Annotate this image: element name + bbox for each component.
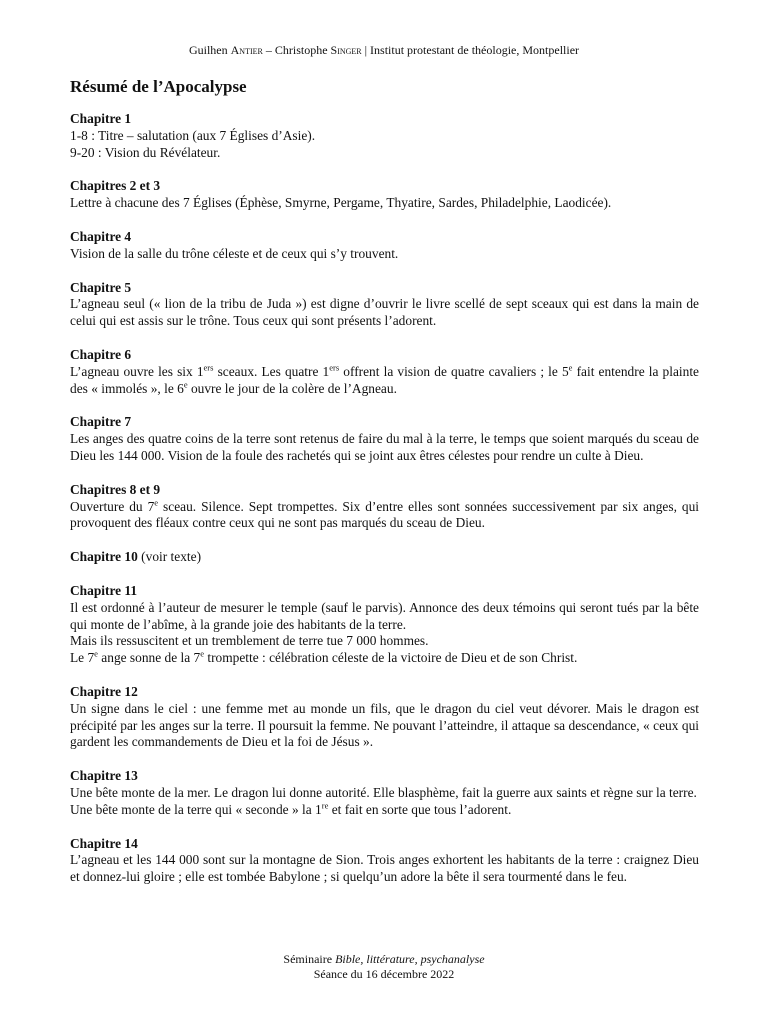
text-run: Ouverture du 7 bbox=[70, 498, 155, 514]
superscript: e bbox=[568, 362, 573, 373]
section-heading: Chapitres 8 et 9 bbox=[70, 481, 161, 497]
footer-seminar-title: Bible, littérature, psychanalyse bbox=[335, 952, 485, 966]
text-run: fait entendre la plainte des « immolés », le 6 bbox=[70, 363, 699, 396]
section-chapter-4 bbox=[70, 229, 699, 263]
section-text: Il est ordonné à l’auteur de mesurer le temple (sauf le parvis). Annonce des deux témoins qui seront tués par la bête qui monte de l’abîme, à la grande joie des habitants de la terre. bbox=[70, 599, 699, 632]
section-text: Lettre à chacune des 7 Églises (Éphèse, Smyrne, Pergame, Thyatire, Sardes, Philadelphie, Laodicée). bbox=[70, 195, 612, 211]
section-chapter-10 bbox=[70, 549, 699, 566]
section-chapter-13 bbox=[70, 768, 699, 818]
section-text: Mais ils ressuscitent et un tremblement de terre tue 7 000 hommes. bbox=[70, 633, 429, 649]
header-separator: – Christophe bbox=[262, 43, 331, 57]
section-chapter-11 bbox=[70, 583, 699, 667]
section-chapter-14 bbox=[70, 836, 699, 886]
header-affiliation: | Institut protestant de théologie, Montpellier bbox=[361, 43, 580, 57]
document-title: Résumé de l’Apocalypse bbox=[70, 77, 247, 96]
section-text bbox=[70, 802, 699, 819]
text-run: offrent la vision de quatre cavaliers ; le 5 bbox=[339, 363, 569, 379]
section-chapter-7 bbox=[70, 414, 699, 464]
section-heading: Chapitre 10 bbox=[70, 549, 138, 565]
section-heading: Chapitres 2 et 3 bbox=[70, 178, 161, 194]
section-heading: Chapitre 4 bbox=[70, 228, 132, 244]
footer-prefix: Séminaire bbox=[283, 952, 336, 966]
section-chapters-8-9 bbox=[70, 482, 699, 532]
section-heading-line bbox=[70, 549, 699, 566]
section-heading: Chapitre 14 bbox=[70, 835, 138, 851]
section-chapter-6 bbox=[70, 347, 699, 397]
superscript: ers bbox=[203, 362, 214, 373]
section-heading: Chapitre 6 bbox=[70, 346, 132, 362]
text-run: ouvre le jour de la colère de l’Agneau. bbox=[187, 380, 397, 396]
superscript: e bbox=[183, 379, 188, 390]
section-heading: Chapitre 13 bbox=[70, 768, 138, 784]
section-heading: Chapitre 12 bbox=[70, 683, 138, 699]
document-body bbox=[70, 111, 699, 903]
text-run: et fait en sorte que tous l’adorent. bbox=[328, 801, 512, 817]
author1-first: Guilhen bbox=[188, 43, 231, 57]
section-heading: Chapitre 7 bbox=[70, 414, 132, 430]
footer-seminar bbox=[0, 952, 768, 967]
section-chapter-5 bbox=[70, 280, 699, 330]
author2-last: Singer bbox=[330, 43, 362, 57]
text-run: Le 7 bbox=[70, 650, 95, 666]
author1-last: Antier bbox=[230, 43, 263, 57]
text-run: L’agneau ouvre les six 1 bbox=[70, 363, 204, 379]
text-run: sceaux. Les quatre 1 bbox=[213, 363, 330, 379]
section-text: Un signe dans le ciel : une femme met au monde un fils, que le dragon du ciel veut dévorer. Mais le dragon est précipité par les anges sur la terre. Il poursuit la femme. Ne pouvant l’atteindre, il attaque sa descendance, « ceux qui gardent les commandements de Dieu et la foi de Jésus ». bbox=[70, 700, 699, 750]
section-text: Une bête monte de la mer. Le dragon lui donne autorité. Elle blasphème, fait la guerre aux saints et règne sur la terre. bbox=[70, 784, 697, 800]
section-heading: Chapitre 11 bbox=[70, 582, 138, 598]
text-run: trompette : célébration céleste de la victoire de Dieu et de son Christ. bbox=[204, 650, 578, 666]
section-line: 9-20 : Vision du Révélateur. bbox=[70, 144, 221, 160]
footer-session: Séance du 16 décembre 2022 bbox=[313, 967, 455, 981]
section-note: (voir texte) bbox=[137, 549, 202, 565]
page-footer bbox=[0, 952, 768, 982]
section-text: Les anges des quatre coins de la terre sont retenus de faire du mal à la terre, le temps que soient marqués du sceau de Dieu les 144 000. Vision de la foule des rachetés qui se joint aux êtres célestes pour rendre un culte à Dieu. bbox=[70, 431, 699, 463]
superscript: re bbox=[321, 800, 329, 811]
page-header bbox=[0, 42, 768, 58]
text-run: sceau. Silence. Sept trompettes. Six d’entre elles sont sonnées successivement par six anges, qui provoquent des fléaux contre ceux qui ne sont pas marqués du sceau de Dieu. bbox=[70, 498, 699, 531]
superscript: e bbox=[94, 648, 98, 659]
section-text: Vision de la salle du trône céleste et de ceux qui s’y trouvent. bbox=[70, 245, 399, 261]
section-text bbox=[70, 650, 699, 667]
superscript: e bbox=[200, 648, 204, 659]
section-heading: Chapitre 1 bbox=[70, 111, 132, 126]
section-heading: Chapitre 5 bbox=[70, 279, 132, 295]
section-text: L’agneau seul (« lion de la tribu de Juda ») est digne d’ouvrir le livre scellé de sept sceaux qui est dans la main de celui qui est assis sur le trône. Tous ceux qui sont présents l’adorent. bbox=[70, 296, 699, 329]
section-line: 1-8 : Titre – salutation (aux 7 Églises d’Asie). bbox=[70, 127, 316, 143]
section-chapter-1 bbox=[70, 111, 699, 161]
section-chapters-2-3 bbox=[70, 178, 699, 212]
section-text bbox=[70, 499, 699, 533]
superscript: e bbox=[154, 497, 159, 508]
section-text bbox=[70, 364, 699, 398]
section-text: L’agneau et les 144 000 sont sur la montagne de Sion. Trois anges exhortent les habitants de la terre : craignez Dieu et donnez-lui gloire ; elle est tombée Babylone ; si quelqu’un adore la bête il sera tourmenté dans le feu. bbox=[70, 852, 699, 885]
superscript: ers bbox=[329, 362, 340, 373]
text-run: Une bête monte de la terre qui « seconde » la 1 bbox=[70, 801, 322, 817]
text-run: ange sonne de la 7 bbox=[97, 650, 201, 666]
section-chapter-12 bbox=[70, 684, 699, 751]
